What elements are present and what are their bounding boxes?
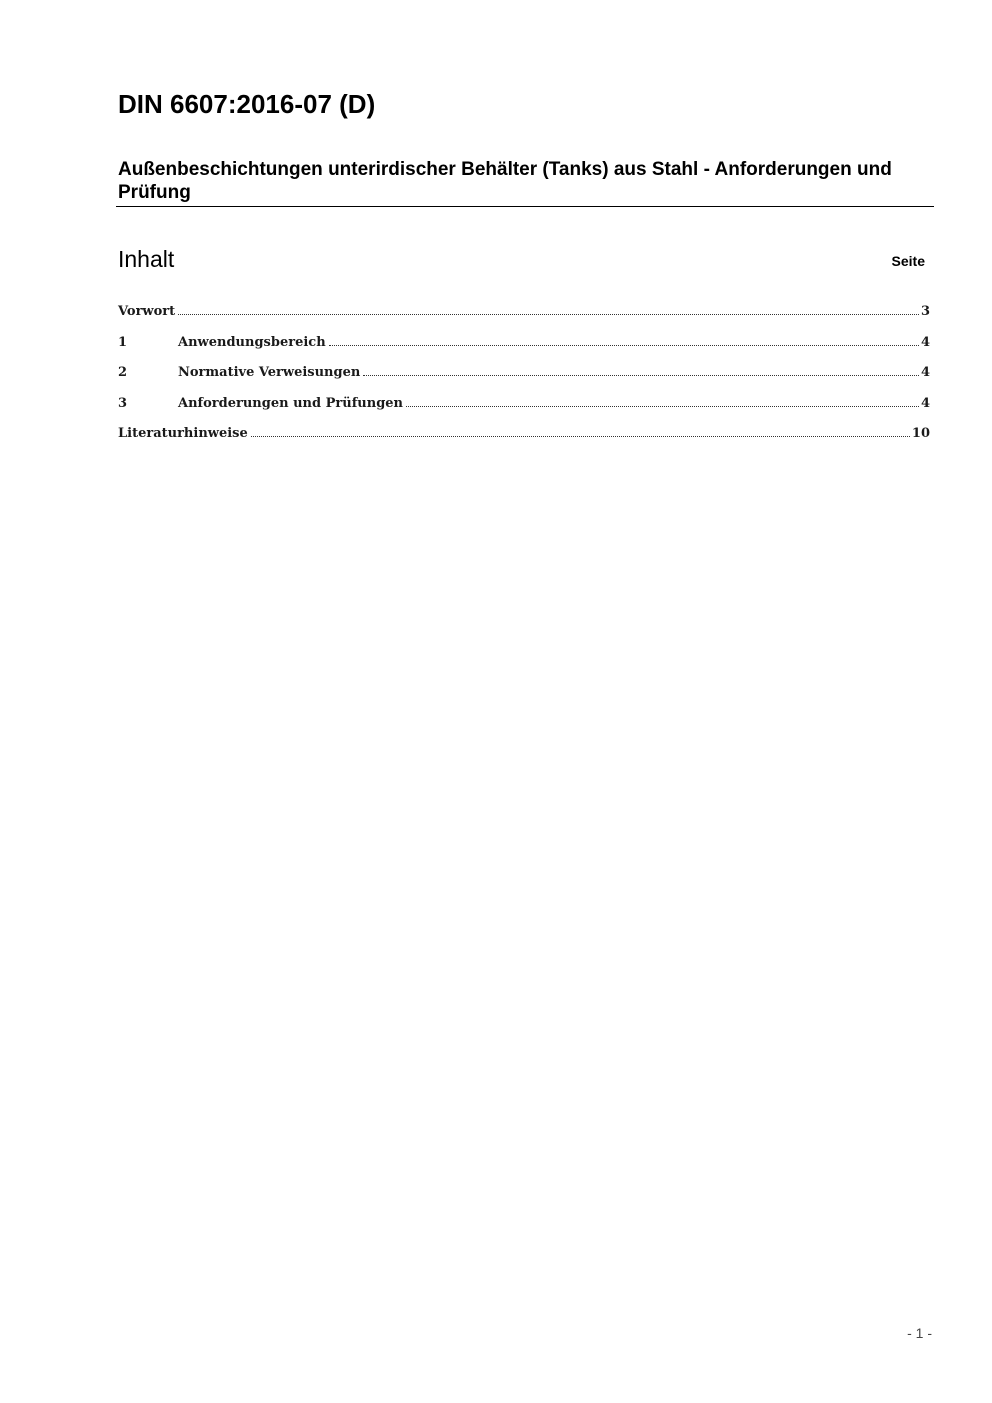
toc-entry-label: Vorwort [118,304,176,319]
toc-heading: Inhalt [118,246,175,272]
toc-page-column-label: Seite [891,253,925,269]
toc-entry-page: 10 [911,426,930,441]
toc-entry-number: 2 [118,365,128,380]
toc-entry-page: 4 [920,395,930,411]
toc-entry-anwendungsbereich[interactable] [118,333,930,364]
toc-dot-leader [178,314,919,315]
header-divider [116,206,934,207]
page-number: - 1 - [907,1325,932,1341]
toc-dot-leader [406,406,919,407]
toc-entry-page: 3 [920,304,930,319]
toc-entry-label: Normative Verweisungen [178,365,361,380]
toc-entry-literaturhinweise[interactable] [118,424,930,455]
toc-entry-label: Literaturhinweise [118,426,248,441]
toc-entry-number: 1 [118,334,128,350]
toc-dot-leader [363,375,919,376]
toc-entry-number: 3 [118,395,128,411]
toc-entry-page: 4 [920,334,930,350]
toc-entry-anforderungen-und-pruefungen[interactable] [118,394,930,425]
toc-entry-vorwort[interactable] [118,302,930,333]
document-title: DIN 6607:2016-07 (D) [118,89,376,119]
toc-dot-leader [329,345,919,346]
document-subtitle: Außenbeschichtungen unterirdischer Behälter (Tanks) aus Stahl - Anforderungen und Prüfung [118,159,892,203]
toc-entry-label: Anwendungsbereich [178,334,326,350]
toc-entry-normative-verweisungen[interactable] [118,363,930,394]
toc-entry-label: Anforderungen und Prüfungen [178,395,404,411]
toc-entry-page: 4 [920,365,930,380]
toc-dot-leader [251,436,910,437]
table-of-contents [118,302,930,455]
